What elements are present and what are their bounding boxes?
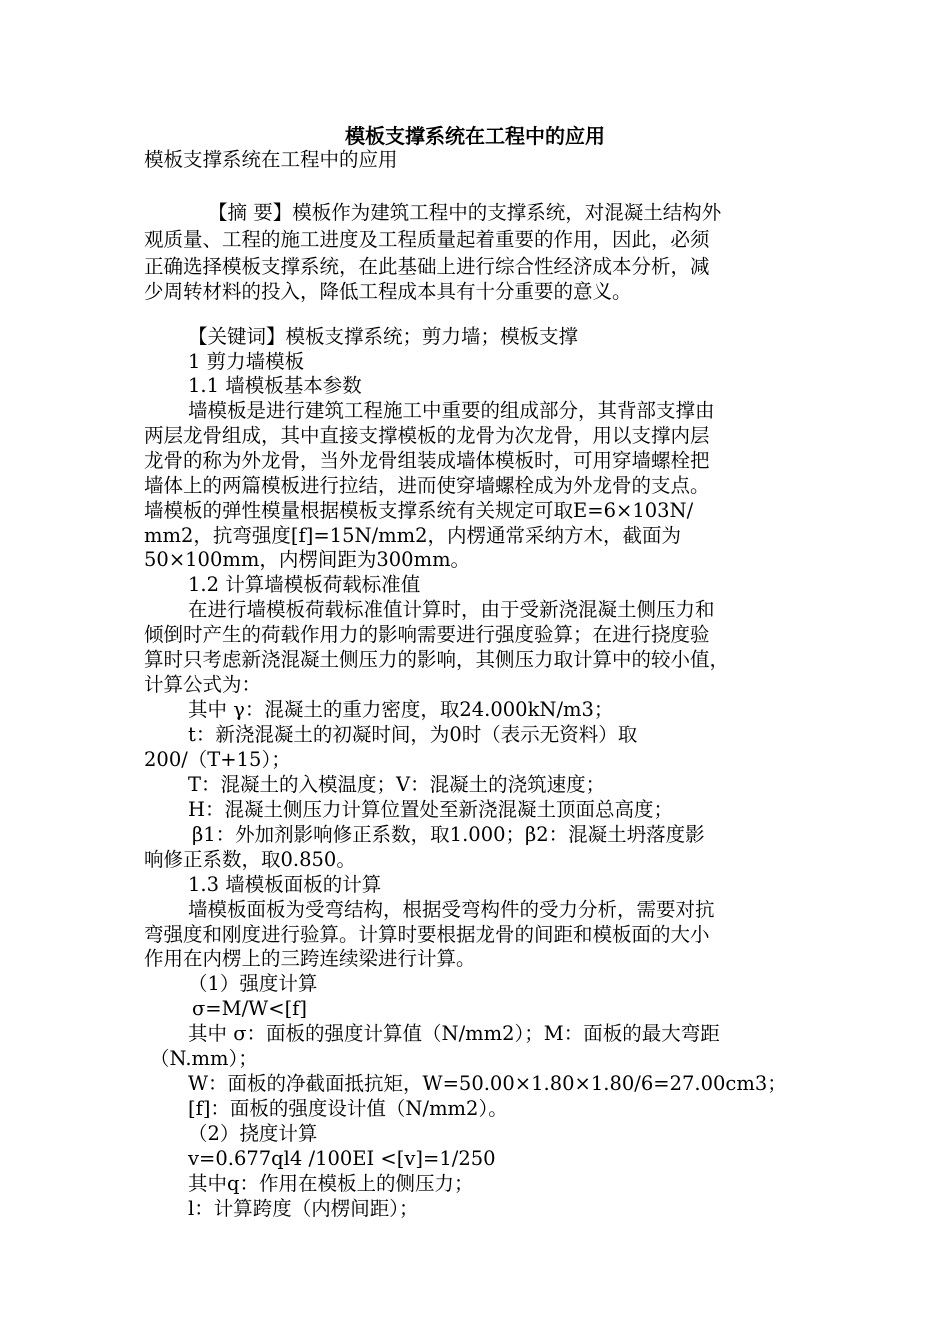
definition-line: （N.mm）； xyxy=(150,1047,258,1070)
definition-line: 响修正系数，取0.850。 xyxy=(144,848,356,871)
subsection-heading: （2）挠度计算 xyxy=(188,1122,318,1145)
section-heading: 1.1 墙模板基本参数 xyxy=(188,374,362,397)
abstract-line: 【摘 要】模板作为建筑工程中的支撑系统，对混凝土结构外 xyxy=(208,201,722,224)
paragraph-line: 两层龙骨组成，其中直接支撑模板的龙骨为次龙骨，用以支撑内层 xyxy=(144,424,710,447)
paragraph-line: 墙模板的弹性模量根据模板支撑系统有关规定可取E=6×103N/ xyxy=(144,499,694,522)
formula: v=0.677ql4 /100EI <[v]=1/250 xyxy=(188,1147,496,1170)
abstract-line: 观质量、工程的施工进度及工程质量起着重要的作用，因此，必须 xyxy=(144,228,710,251)
paragraph-line: 墙模板面板为受弯结构，根据受弯构件的受力分析，需要对抗 xyxy=(188,898,715,921)
keywords: 【关键词】模板支撑系统；剪力墙；模板支撑 xyxy=(188,325,579,348)
definition-line: 其中 γ：混凝土的重力密度，取24.000kN/m3； xyxy=(188,698,614,721)
paragraph-line: 墙体上的两篇模板进行拉结，进而使穿墙螺栓成为外龙骨的支点。 xyxy=(144,474,710,497)
paragraph-line: 50×100mm，内楞间距为300mm。 xyxy=(144,548,471,571)
definition-line: 200/（T+15）； xyxy=(144,748,291,771)
paragraph-line: 龙骨的称为外龙骨，当外龙骨组装成墙体模板时，可用穿墙螺栓把 xyxy=(144,449,710,472)
paragraph-line: 弯强度和刚度进行验算。计算时要根据龙骨的间距和模板面的大小 xyxy=(144,923,710,946)
paragraph-line: 在进行墙模板荷载标准值计算时，由于受新浇混凝土侧压力和 xyxy=(188,598,715,621)
abstract-line: 少周转材料的投入，降低工程成本具有十分重要的意义。 xyxy=(144,280,632,303)
paragraph-line: 倾倒时产生的荷载作用力的影响需要进行强度验算；在进行挠度验 xyxy=(144,623,710,646)
section-heading: 1 剪力墙模板 xyxy=(188,350,305,373)
subsection-heading: （1）强度计算 xyxy=(188,972,318,995)
subtitle: 模板支撑系统在工程中的应用 xyxy=(144,148,398,171)
definition-line: [f]：面板的强度设计值（N/mm2）。 xyxy=(188,1097,508,1120)
section-heading: 1.2 计算墙模板荷载标准值 xyxy=(188,573,421,596)
paragraph-line: 算时只考虑新浇混凝土侧压力的影响，其侧压力取计算中的较小值， xyxy=(144,648,730,671)
paragraph-line: 作用在内楞上的三跨连续梁进行计算。 xyxy=(144,947,476,970)
definition-line: W：面板的净截面抵抗矩，W=50.00×1.80×1.80/6=27.00cm3； xyxy=(188,1072,787,1095)
definition-line: l：计算跨度（内楞间距）； xyxy=(188,1197,419,1220)
definition-line: T：混凝土的入模温度；V：混凝土的浇筑速度； xyxy=(188,773,606,796)
paragraph-line: mm2，抗弯强度[f]=15N/mm2，内楞通常采纳方木，截面为 xyxy=(144,524,681,547)
definition-line: 其中 σ：面板的强度计算值（N/mm2）；M：面板的最大弯距 xyxy=(188,1022,720,1045)
paragraph-line: 墙模板是进行建筑工程施工中重要的组成部分，其背部支撑由 xyxy=(188,399,715,422)
definition-line: H：混凝土侧压力计算位置处至新浇混凝土顶面总高度； xyxy=(188,798,674,821)
document-title: 模板支撑系统在工程中的应用 xyxy=(345,124,605,148)
abstract-line: 正确选择模板支撑系统，在此基础上进行综合性经济成本分析，减 xyxy=(144,255,710,278)
definition-line: t：新浇混凝土的初凝时间，为0时（表示无资料）取 xyxy=(188,723,638,746)
formula: σ=M/W<[f] xyxy=(192,997,308,1020)
section-heading: 1.3 墙模板面板的计算 xyxy=(188,873,382,896)
definition-line: 其中q：作用在模板上的侧压力； xyxy=(188,1172,474,1195)
paragraph-line: 计算公式为： xyxy=(144,673,262,696)
definition-line: β1：外加剂影响修正系数，取1.000；β2：混凝土坍落度影 xyxy=(192,823,705,846)
